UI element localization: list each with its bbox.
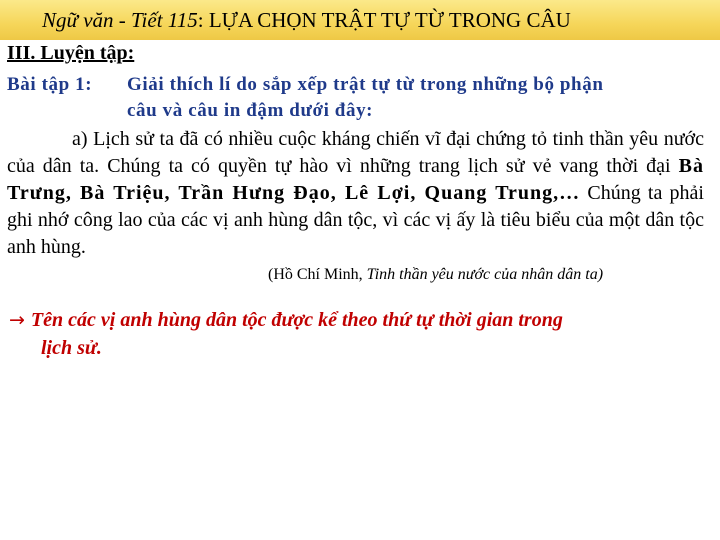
subject-label: Ngữ văn - Tiết 115	[42, 8, 198, 32]
answer-line-2: lịch sử.	[41, 337, 102, 359]
quoted-passage	[7, 126, 704, 261]
passage-marker: a)	[72, 128, 88, 150]
passage-text-2: Chúng ta phải ghi nhớ công lao của các vị anh hùng dân tộc, vì các vị ấy là tiêu biểu của một dân tộc anh hùng.	[7, 182, 704, 258]
exercise-line-1: Giải thích lí do sắp xếp trật tự từ trong những bộ phận	[127, 74, 604, 95]
citation-author: (Hồ Chí Minh,	[268, 266, 363, 283]
exercise-prompt	[7, 72, 713, 124]
passage-text-1: Lịch sử ta đã có nhiều cuộc kháng chiến vĩ đại chứng tỏ tinh thần yêu nước của dân ta. Chúng ta có quyền tự hào vì những trang lịch sử vẻ vang thời đại	[7, 128, 705, 177]
lesson-title: : LỰA CHỌN TRẬT TỰ TỪ TRONG CÂU	[197, 8, 571, 32]
slide-title	[42, 8, 692, 33]
section-heading: III. Luyện tập:	[7, 42, 135, 64]
citation-work: Tinh thần yêu nước của nhân dân ta)	[366, 266, 604, 283]
exercise-line-2: câu và câu in đậm dưới đây:	[127, 100, 374, 121]
title-bar	[0, 0, 720, 40]
answer-note	[9, 306, 709, 362]
exercise-label: Bài tập 1:	[7, 74, 93, 95]
bold-hero-list: Bà Trưng, Bà Triệu, Trần Hưng Đạo, Lê Lợi, Quang Trung,…	[7, 155, 704, 204]
citation	[268, 266, 603, 284]
answer-line-1: Tên các vị anh hùng dân tộc được kể theo thứ tự thời gian trong	[30, 309, 563, 331]
arrow-right-icon: →	[9, 309, 25, 331]
